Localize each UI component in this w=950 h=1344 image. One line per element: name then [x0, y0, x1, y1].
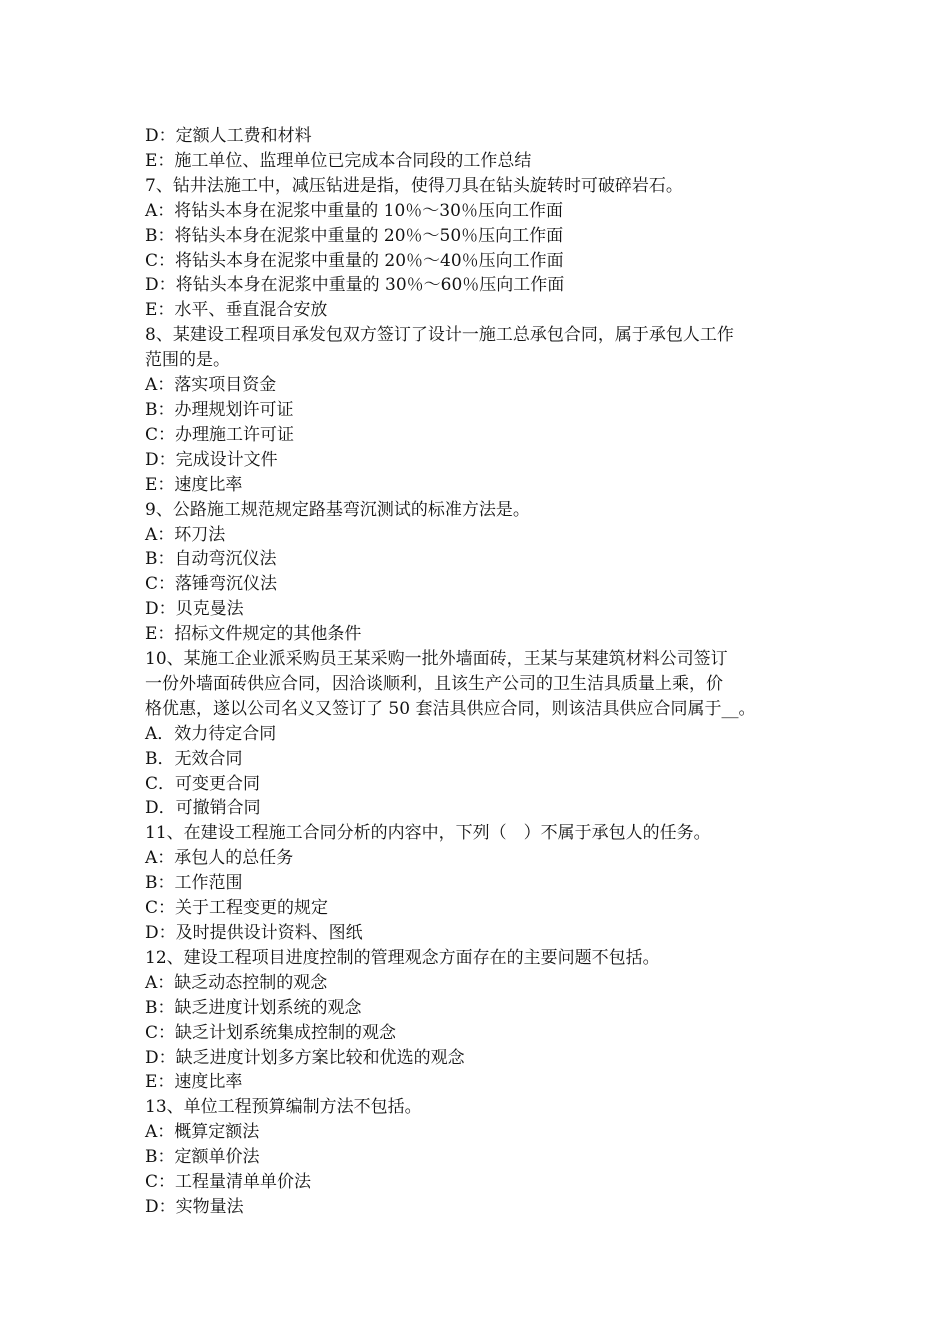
option-line: D：缺乏进度计划多方案比较和优选的观念: [145, 1047, 465, 1068]
question-10: 10、某施工企业派采购员王某采购一批外墙面砖，王某与某建筑材料公司签订: [145, 649, 728, 670]
option-line: C：关于工程变更的规定: [145, 898, 329, 919]
question-9: 9、公路施工规范规定路基弯沉测试的标准方法是。: [145, 499, 530, 520]
option-line: B：将钻头本身在泥浆中重量的 20％～50％压向工作面: [145, 225, 564, 246]
option-line: A：缺乏动态控制的观念: [145, 972, 328, 993]
option-line: D：定额人工费和材料: [145, 126, 312, 146]
option-line: B：自动弯沉仪法: [145, 549, 277, 570]
question-8: 8、某建设工程项目承发包双方签订了设计一施工总承包合同，属于承包人工作: [145, 325, 734, 346]
option-line: E：招标文件规定的其他条件: [145, 624, 362, 645]
question-13: 13、单位工程预算编制方法不包括。: [145, 1097, 422, 1118]
option-line: A：落实项目资金: [145, 375, 277, 396]
option-line: E：速度比率: [145, 1072, 243, 1093]
option-line: E：速度比率: [145, 474, 243, 495]
option-line: D：完成设计文件: [145, 449, 278, 470]
option-line: B：办理规划许可证: [145, 399, 294, 420]
option-line: B．无效合同: [145, 748, 243, 769]
question-11: 11、在建设工程施工合同分析的内容中，下列（ ）不属于承包人的任务。: [145, 823, 711, 844]
option-line: C：工程量清单单价法: [145, 1172, 312, 1193]
option-line: D：将钻头本身在泥浆中重量的 30％～60％压向工作面: [145, 275, 565, 296]
option-line: C：缺乏计划系统集成控制的观念: [145, 1022, 397, 1043]
option-line: E：水平、垂直混合安放: [145, 300, 328, 321]
option-line: A：概算定额法: [145, 1122, 260, 1143]
option-line: B：工作范围: [145, 873, 243, 894]
question-7: 7、钻井法施工中，减压钻进是指，使得刀具在钻头旋转时可破碎岩石。: [145, 175, 683, 196]
option-line: C：办理施工许可证: [145, 424, 295, 445]
option-line: B：缺乏进度计划系统的观念: [145, 997, 362, 1018]
option-line: A．效力待定合同: [145, 723, 277, 744]
question-8-continued: 范围的是。: [145, 350, 230, 371]
option-line: D：贝克曼法: [145, 599, 244, 620]
question-10-continued: 格优惠，遂以公司名义又签订了 50 套洁具供应合同，则该洁具供应合同属于__。: [145, 698, 756, 719]
option-line: B：定额单价法: [145, 1147, 260, 1168]
option-line: D：实物量法: [145, 1196, 244, 1217]
option-line: D：及时提供设计资料、图纸: [145, 923, 363, 943]
document-body: [145, 124, 825, 1220]
option-line: D．可撤销合同: [145, 798, 261, 819]
option-line: C：落锤弯沉仪法: [145, 574, 278, 595]
option-line: A：将钻头本身在泥浆中重量的 10％～30％压向工作面: [145, 200, 563, 221]
option-line: E：施工单位、监理单位已完成本合同段的工作总结: [145, 150, 532, 171]
question-10-continued: 一份外墙面砖供应合同，因洽谈顺利，且该生产公司的卫生洁具质量上乘，价: [145, 673, 723, 694]
option-line: A：环刀法: [145, 524, 226, 545]
option-line: A：承包人的总任务: [145, 848, 294, 869]
option-line: C：将钻头本身在泥浆中重量的 20％～40％压向工作面: [145, 250, 564, 271]
option-line: C．可变更合同: [145, 773, 261, 794]
question-12: 12、建设工程项目进度控制的管理观念方面存在的主要问题不包括。: [145, 947, 660, 968]
